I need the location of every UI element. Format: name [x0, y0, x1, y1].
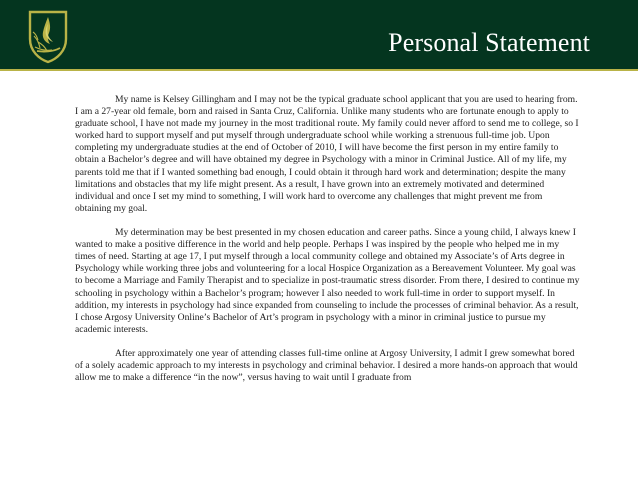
university-seal-icon: [26, 8, 70, 64]
statement-paragraph-2: My determination may be best presented in my chosen education and career paths. Since a young child, I always knew I wanted to make a positive difference in the world and help people. Perhaps I was inspired by the people who helped me in my times of need. Starting at age 17, I put myself through a local community college and obtained my Associate’s of Arts degree in Psychology while working three jobs and volunteering for a local Hospice Organization as a Bereavement Volunteer. My goal was to become a Marriage and Family Therapist and to specialize in post-traumatic stress disorder. From there, I desired to continue my schooling in psychology within a Bachelor’s program; however I also needed to work full-time in order to support myself. In addition, my interests in psychology had since expanded from counseling to include the processes of criminal behavior. As a result, I chose Argosy University Online’s Bachelor of Art’s program in psychology with a minor in criminal justice to pursue my academic interests.: [75, 227, 580, 335]
statement-paragraph-1: My name is Kelsey Gillingham and I may not be the typical graduate school applicant that you are used to hearing from. I am a 27-year old female, born and raised in Santa Cruz, California. Unlike many students who are fortunate enough to apply to graduate school, I have not made my journey in the most traditional route. My family could never afford to send me to college, so I worked hard to support myself and put myself through undergraduate school while working a strenuous full-time job. Upon completing my undergraduate studies at the end of October of 2010, I will have become the first person in my entire family to obtain a Bachelor’s degree and will have obtained my degree in Psychology with a minor in Criminal Justice. All of my life, my parents told me that if I wanted something bad enough, I could obtain it through hard work and determination; despite the many limitations and obstacles that my life might present. As a result, I have grown into an extremely motivated and determined individual and once I set my mind to something, I will work hard to overcome any challenges that might prevent me from obtaining my goal.: [75, 94, 579, 214]
slide-header: [0, 0, 638, 71]
statement-paragraph-3: After approximately one year of attending classes full-time online at Argosy University, I admit I grew somewhat bored of a solely academic approach to my interests in psychology and criminal behavior. I desired a more hands-on approach that would allow me to make a difference “in the now”, versus having to wait until I graduate from: [75, 347, 578, 384]
personal-statement-body: [75, 94, 580, 384]
slide-title: Personal Statement: [388, 28, 590, 57]
